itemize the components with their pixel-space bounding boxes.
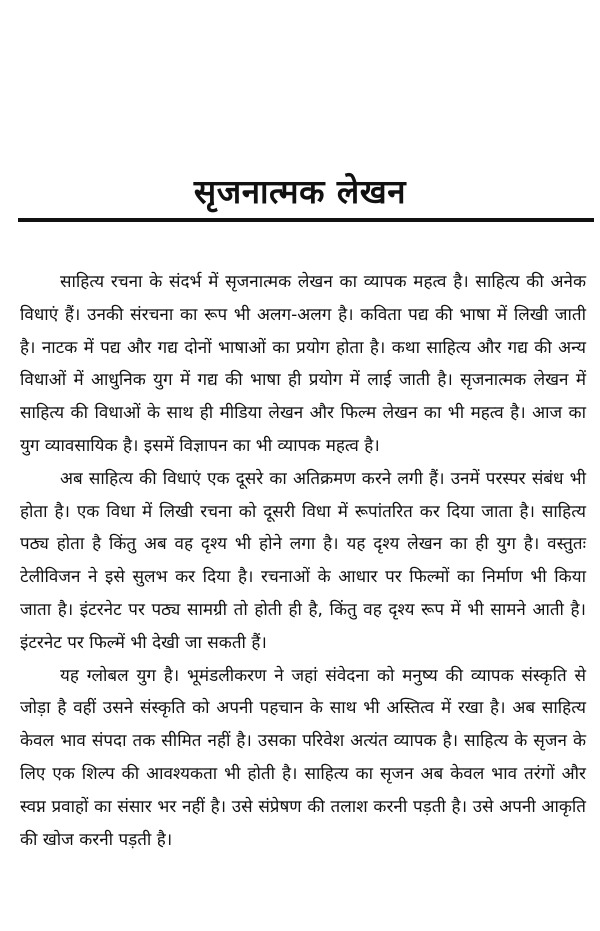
chapter-title: सृजनात्मक लेखन <box>193 172 407 211</box>
body-text <box>20 266 586 856</box>
paragraph-3: यह ग्लोबल युग है। भूमंडलीकरण ने जहां संवेदना को मनुष्य की व्यापक संस्कृति से जोड़ा है वहीं उसने संस्कृति को अपनी पहचान के साथ भी अस्तित्व में रखा है। अब साहित्य केवल भाव संपदा तक सीमित नहीं है। उसका परिवेश अत्यंत व्यापक है। साहित्य के सृजन के लिए एक शिल्प की आवश्यकता भी होती है। साहित्य का सृजन अब केवल भाव तरंगों और स्वप्न प्रवाहों का संसार भर नहीं है। उसे संप्रेषण की तलाश करनी पड़ती है। उसे अपनी आकृति की खोज करनी पड़ती है। <box>20 665 586 850</box>
paragraph-1: साहित्य रचना के संदर्भ में सृजनात्मक लेखन का व्यापक महत्व है। साहित्य की अनेक विधाएं हैं। उनकी संरचना का रूप भी अलग-अलग है। कविता पद्य की भाषा में लिखी जाती है। नाटक में पद्य और गद्य दोनों भाषाओं का प्रयोग होता है। कथा साहित्य और गद्य की अन्य विधाओं में आधुनिक युग में गद्य की भाषा ही प्रयोग में लाई जाती है। सृजनात्मक लेखन में साहित्य की विधाओं के साथ ही मीडिया लेखन और फिल्म लेखन का भी महत्व है। आज का युग व्यावसायिक है। इसमें विज्ञापन का भी व्यापक महत्व है। <box>20 272 586 456</box>
paragraph-2: अब साहित्य की विधाएं एक दूसरे का अतिक्रमण करने लगी हैं। उनमें परस्पर संबंध भी होता है। एक विधा में लिखी रचना को दूसरी विधा में रूपांतरित कर दिया जाता है। साहित्य पठ्य होता है किंतु अब वह दृश्य भी होने लगा है। यह दृश्य लेखन का ही युग है। वस्तुतः टेलीविजन ने इसे सुलभ कर दिया है। रचनाओं के आधार पर फिल्मों का निर्माण भी किया जाता है। इंटरनेट पर पठ्य सामग्री तो होती ही है, किंतु वह दृश्य रूप में भी सामने आती है। इंटरनेट पर फिल्में भी देखी जा सकती हैं। <box>20 468 586 653</box>
title-underline-rule <box>18 218 594 222</box>
